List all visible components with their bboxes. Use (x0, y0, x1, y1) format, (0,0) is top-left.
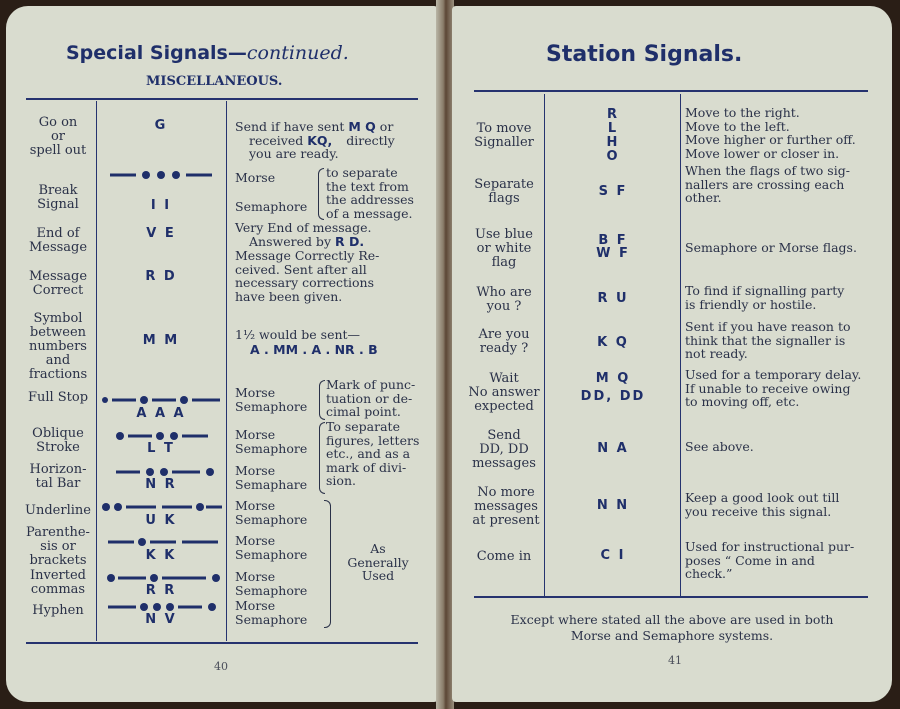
desc-oblique-text: To separate figures, letters etc., and as a mark of divi- sion. (326, 419, 420, 488)
code-use-blue-white: B F W F (596, 233, 630, 261)
right-page (452, 6, 892, 702)
morse-full-stop (100, 393, 224, 407)
label-are-you-ready: Are you ready ? (478, 327, 530, 356)
desc-break-text: to separate the text from the addresses of a message. (326, 165, 414, 221)
left-page (6, 6, 438, 702)
left-col-divider-2 (226, 101, 227, 641)
desc-paren-sema: Semaphore (235, 547, 308, 562)
left-top-rule (26, 98, 418, 100)
desc-go-on-text-3: received (249, 132, 304, 148)
label-no-more: No more messages at present (472, 485, 540, 528)
label-wait: Wait No answer expected (468, 371, 540, 414)
right-bottom-rule (474, 596, 868, 598)
code-wait: M Q DD, DD (580, 371, 646, 404)
label-break-signal: Break Signal (37, 183, 79, 212)
label-end-of-message: End of Message (28, 226, 88, 255)
label-hyphen: Hyphen (32, 603, 84, 618)
desc-who-are-you: To find if signalling party is friendly or hostile. (685, 283, 845, 312)
left-page-number: 40 (214, 660, 228, 673)
desc-go-on-text-5: you are ready. (249, 146, 339, 161)
desc-under-sema: Semaphore (235, 512, 308, 527)
left-title (66, 42, 349, 64)
desc-horiz-sema: Semaphare (235, 477, 308, 492)
label-come-in: Come in (476, 549, 532, 564)
code-underline: U K (145, 513, 177, 528)
desc-horiz-morse: Morse (235, 463, 276, 478)
code-go-on: G (154, 118, 168, 133)
desc-symbol-text: 1½ would be sent— (235, 327, 361, 342)
label-parenthesis: Parenthe- sis or brackets (26, 525, 90, 568)
morse-underline (100, 500, 224, 514)
desc-no-more: Keep a good look out till you receive this signal. (685, 490, 840, 519)
label-oblique-stroke: Oblique Stroke (32, 426, 84, 455)
desc-symbol-code (250, 343, 378, 357)
code-to-move: R L H O (606, 107, 620, 164)
code-end-of-message: V E (146, 226, 176, 241)
label-separate-flags: Separate flags (474, 177, 534, 206)
desc-end-text-2: Answered by (249, 233, 332, 249)
desc-message-correct: Message Correctly Re- ceived. Sent after all necessary corrections have been given. (235, 248, 380, 304)
desc-go-on-text-4: directly (346, 132, 395, 148)
desc-under-morse: Morse (235, 498, 276, 513)
desc-go-on (235, 120, 427, 161)
desc-go-on-code-1: M Q (348, 119, 376, 134)
brace-oblique (319, 422, 325, 494)
morse-break (106, 168, 216, 182)
label-underline: Underline (25, 503, 91, 518)
desc-go-on-code-2: KQ, (307, 132, 333, 148)
brace-break (318, 168, 324, 220)
label-message-correct: Message Correct (28, 269, 88, 298)
code-horizontal-bar: N R (145, 477, 177, 492)
desc-paren-morse: Morse (235, 533, 276, 548)
desc-end-of-message (235, 221, 427, 248)
left-subtitle: MISCELLANEOUS. (146, 74, 283, 89)
morse-parenthesis (106, 535, 222, 549)
label-inverted-commas: Inverted commas (30, 568, 86, 597)
right-footer: Except where stated all the above are used in both Morse and Semaphore systems. (510, 612, 834, 643)
label-who-are-you: Who are you ? (476, 285, 532, 314)
desc-end-text-1: Very End of message. (235, 220, 372, 235)
desc-wait: Used for a temporary delay. If unable to receive owing to moving off, etc. (685, 367, 862, 409)
desc-separate-flags: When the flags of two sig- nallers are crossing each other. (685, 163, 850, 205)
desc-hyph-sema: Semaphore (235, 612, 308, 627)
code-send-dd: N A (597, 441, 629, 456)
desc-break-morse: Morse (235, 170, 276, 185)
code-separate-flags: S F (598, 184, 628, 199)
desc-fullstop-sema: Semaphore (235, 399, 308, 414)
desc-inv-sema: Semaphore (235, 583, 308, 598)
desc-end-code: R D. (335, 233, 365, 249)
label-use-blue-white: Use blue or white flag (475, 227, 533, 270)
desc-fullstop-text: Mark of punc- tuation or de- cimal point. (326, 377, 416, 419)
right-page-number: 41 (668, 654, 682, 667)
desc-symbol-code-text: A . MM . A . NR . B (250, 342, 378, 357)
code-break-signal: I I (150, 198, 172, 213)
right-col-divider-2 (680, 94, 681, 596)
left-col-divider-1 (96, 101, 97, 641)
label-send-dd: Send DD, DD messages (472, 428, 536, 471)
desc-break-sema: Semaphore (235, 199, 308, 214)
left-title-main: Special Signals— (66, 42, 247, 64)
desc-are-you-ready: Sent if you have reason to think that the signaller is not ready. (685, 319, 851, 361)
left-title-continued: continued. (246, 42, 349, 64)
brace-as-generally-used (324, 500, 331, 628)
label-full-stop: Full Stop (27, 390, 89, 405)
code-full-stop: A A A (136, 406, 186, 421)
left-bottom-rule (26, 642, 418, 644)
desc-as-generally-used: As Generally Used (347, 541, 409, 583)
code-hyphen: N V (145, 612, 177, 627)
label-to-move: To move Signaller (474, 121, 534, 150)
desc-oblique-sema: Semaphore (235, 441, 308, 456)
desc-oblique-morse: Morse (235, 427, 276, 442)
label-symbol: Symbol between numbers and fractions (28, 311, 88, 382)
code-inverted-commas: R R (145, 583, 177, 598)
desc-send-dd: See above. (685, 439, 754, 454)
desc-hyph-morse: Morse (235, 598, 276, 613)
code-who-are-you: R U (597, 291, 629, 306)
code-no-more: N N (596, 498, 630, 513)
code-are-you-ready: K Q (597, 335, 629, 350)
desc-use-blue-white: Semaphore or Morse flags. (685, 240, 857, 255)
code-symbol: M M (142, 333, 180, 348)
code-parenthesis: K K (145, 548, 177, 563)
right-title: Station Signals. (546, 42, 743, 67)
label-go-on: Go on or spell out (29, 115, 87, 158)
desc-fullstop-morse: Morse (235, 385, 276, 400)
desc-go-on-text-2: or (379, 119, 394, 134)
desc-come-in: Used for instructional pur- poses “ Come in and check.” (685, 539, 855, 581)
desc-to-move: Move to the right. Move to the left. Move higher or further off. Move lower or closer in. (685, 105, 856, 161)
code-message-correct: R D (145, 269, 177, 284)
desc-inv-morse: Morse (235, 569, 276, 584)
code-oblique-stroke: L T (147, 441, 175, 456)
brace-full-stop (319, 380, 325, 420)
right-top-rule (474, 90, 868, 92)
label-horizontal-bar: Horizon- tal Bar (29, 462, 87, 491)
code-come-in: C I (600, 548, 626, 563)
desc-go-on-text-1: Send if have sent (235, 119, 345, 134)
